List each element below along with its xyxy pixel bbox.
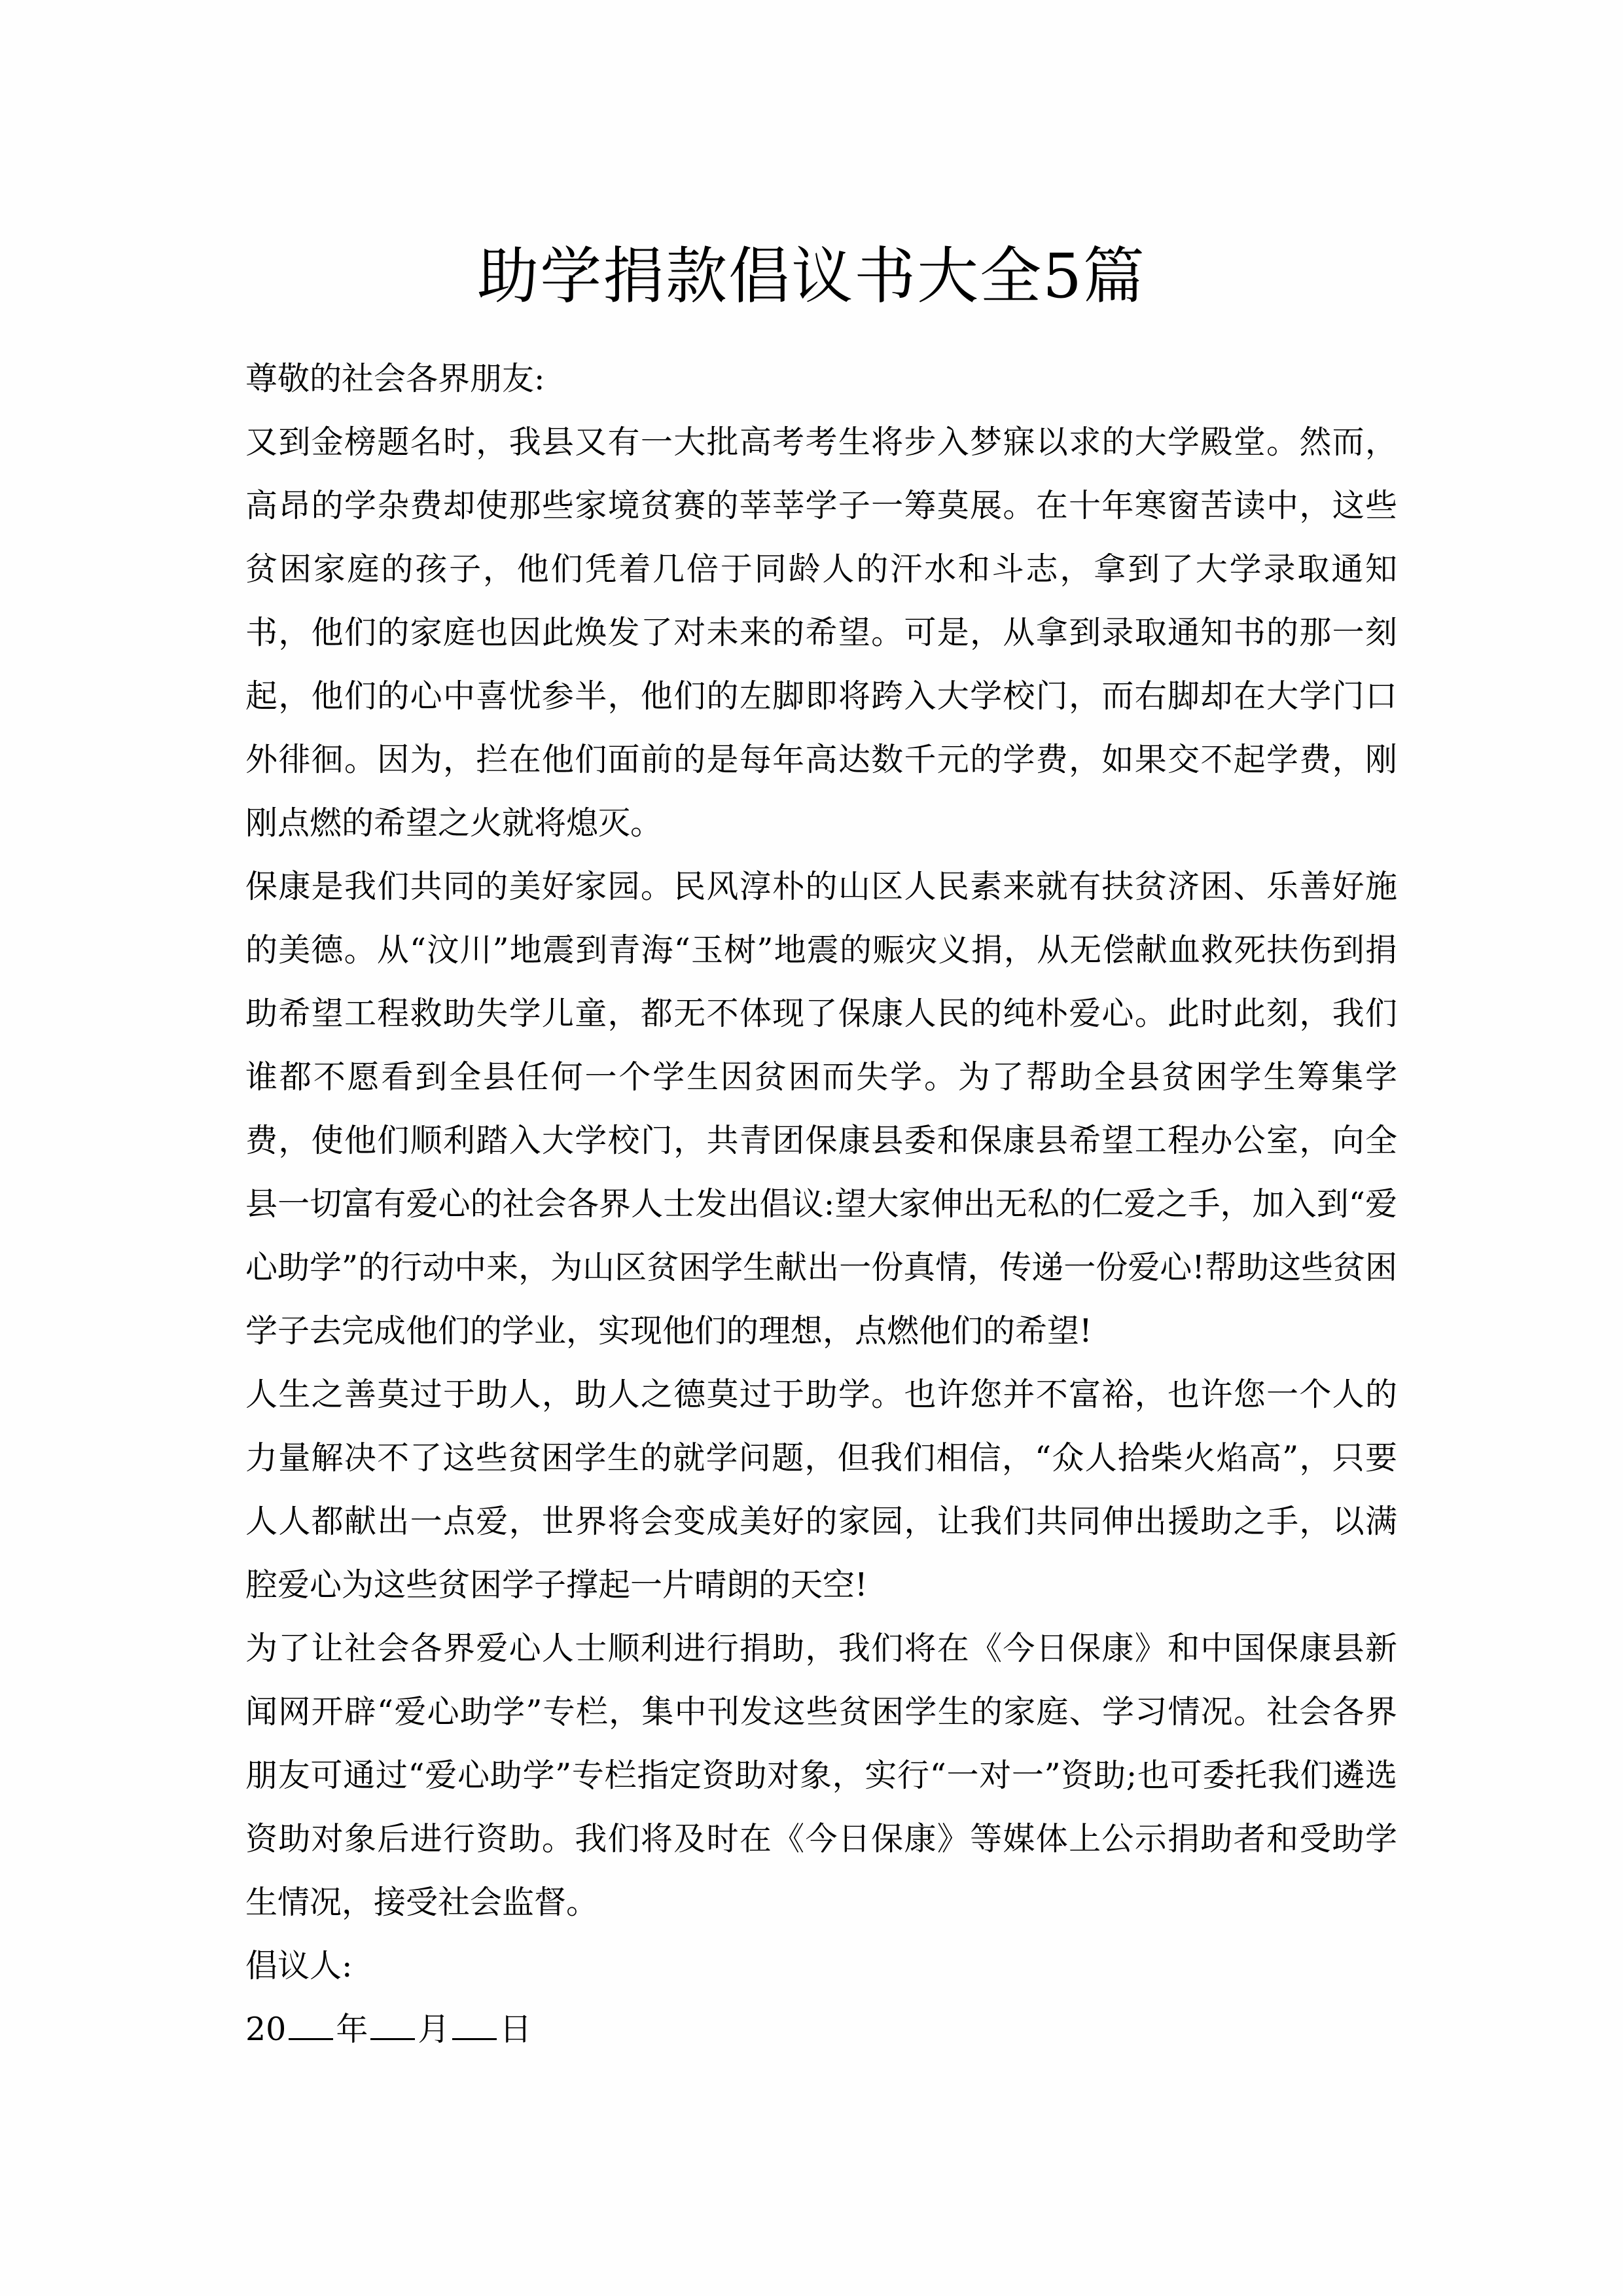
paragraph-2: 保康是我们共同的美好家园。民风淳朴的山区人民素来就有扶贫济困、乐善好施的美德。从“汶川”地震到青海“玉树”地震的赈灾义捐，从无偿献血救死扶伤到捐助希望工程救助失学儿童，都无不体现了保康人民的纯朴爱心。此时此刻，我们谁都不愿看到全县任何一个学生因贫困而失学。为了帮助全县贫困学生筹集学费，使他们顺利踏入大学校门，共青团保康县委和保康县希望工程办公室，向全县一切富有爱心的社会各界人士发出倡议:望大家伸出无私的仁爱之手，加入到“爱心助学”的行动中来，为山区贫困学生献出一份真情，传递一份爱心!帮助这些贫困学子去完成他们的学业，实现他们的理想，点燃他们的希望! xyxy=(245,868,1397,1350)
day-blank xyxy=(452,2012,497,2040)
paragraph-3: 人生之善莫过于助人，助人之德莫过于助学。也许您并不富裕，也许您一个人的力量解决不了这些贫困学生的就学问题，但我们相信，“众人拾柴火焰高”，只要人人都献出一点爱，世界将会变成美好的家园，让我们共同伸出援助之手，以满腔爱心为这些贫困学子撑起一片晴朗的天空! xyxy=(245,1376,1397,1604)
date-year-prefix: 20 xyxy=(245,2011,287,2048)
paragraph-4: 为了让社会各界爱心人士顺利进行捐助，我们将在《今日保康》和中国保康县新闻网开辟“爱心助学”专栏，集中刊发这些贫困学生的家庭、学习情况。社会各界朋友可通过“爱心助学”专栏指定资助对象，实行“一对一”资助;也可委托我们遴选资助对象后进行资助。我们将及时在《今日保康》等媒体上公示捐助者和受助学生情况，接受社会监督。 xyxy=(245,1630,1397,1921)
date-year-label: 年 xyxy=(336,2011,368,2048)
signature-label: 倡议人: xyxy=(245,1947,353,1984)
paragraph-1: 又到金榜题名时，我县又有一大批高考考生将步入梦寐以求的大学殿堂。然而，高昂的学杂费却使那些家境贫赛的莘莘学子一筹莫展。在十年寒窗苦读中，这些贫困家庭的孩子，他们凭着几倍于同龄人的汗水和斗志，拿到了大学录取通知书，他们的家庭也因此焕发了对未来的希望。可是，从拿到录取通知书的那一刻起，他们的心中喜忧参半，他们的左脚即将跨入大学校门，而右脚却在大学门口外徘徊。因为，拦在他们面前的是每年高达数千元的学费，如果交不起学费，刚刚点燃的希望之火就将熄灭。 xyxy=(245,423,1397,842)
document-title: 助学捐款倡议书大全5篇 xyxy=(477,240,1146,312)
document-body xyxy=(245,347,1397,2061)
date-line xyxy=(245,1998,1397,2061)
date-month-label: 月 xyxy=(418,2011,450,2048)
year-blank xyxy=(289,2012,333,2040)
date-day-label: 日 xyxy=(499,2011,532,2048)
salutation: 尊敬的社会各界朋友: xyxy=(245,360,545,397)
month-blank xyxy=(370,2012,415,2040)
